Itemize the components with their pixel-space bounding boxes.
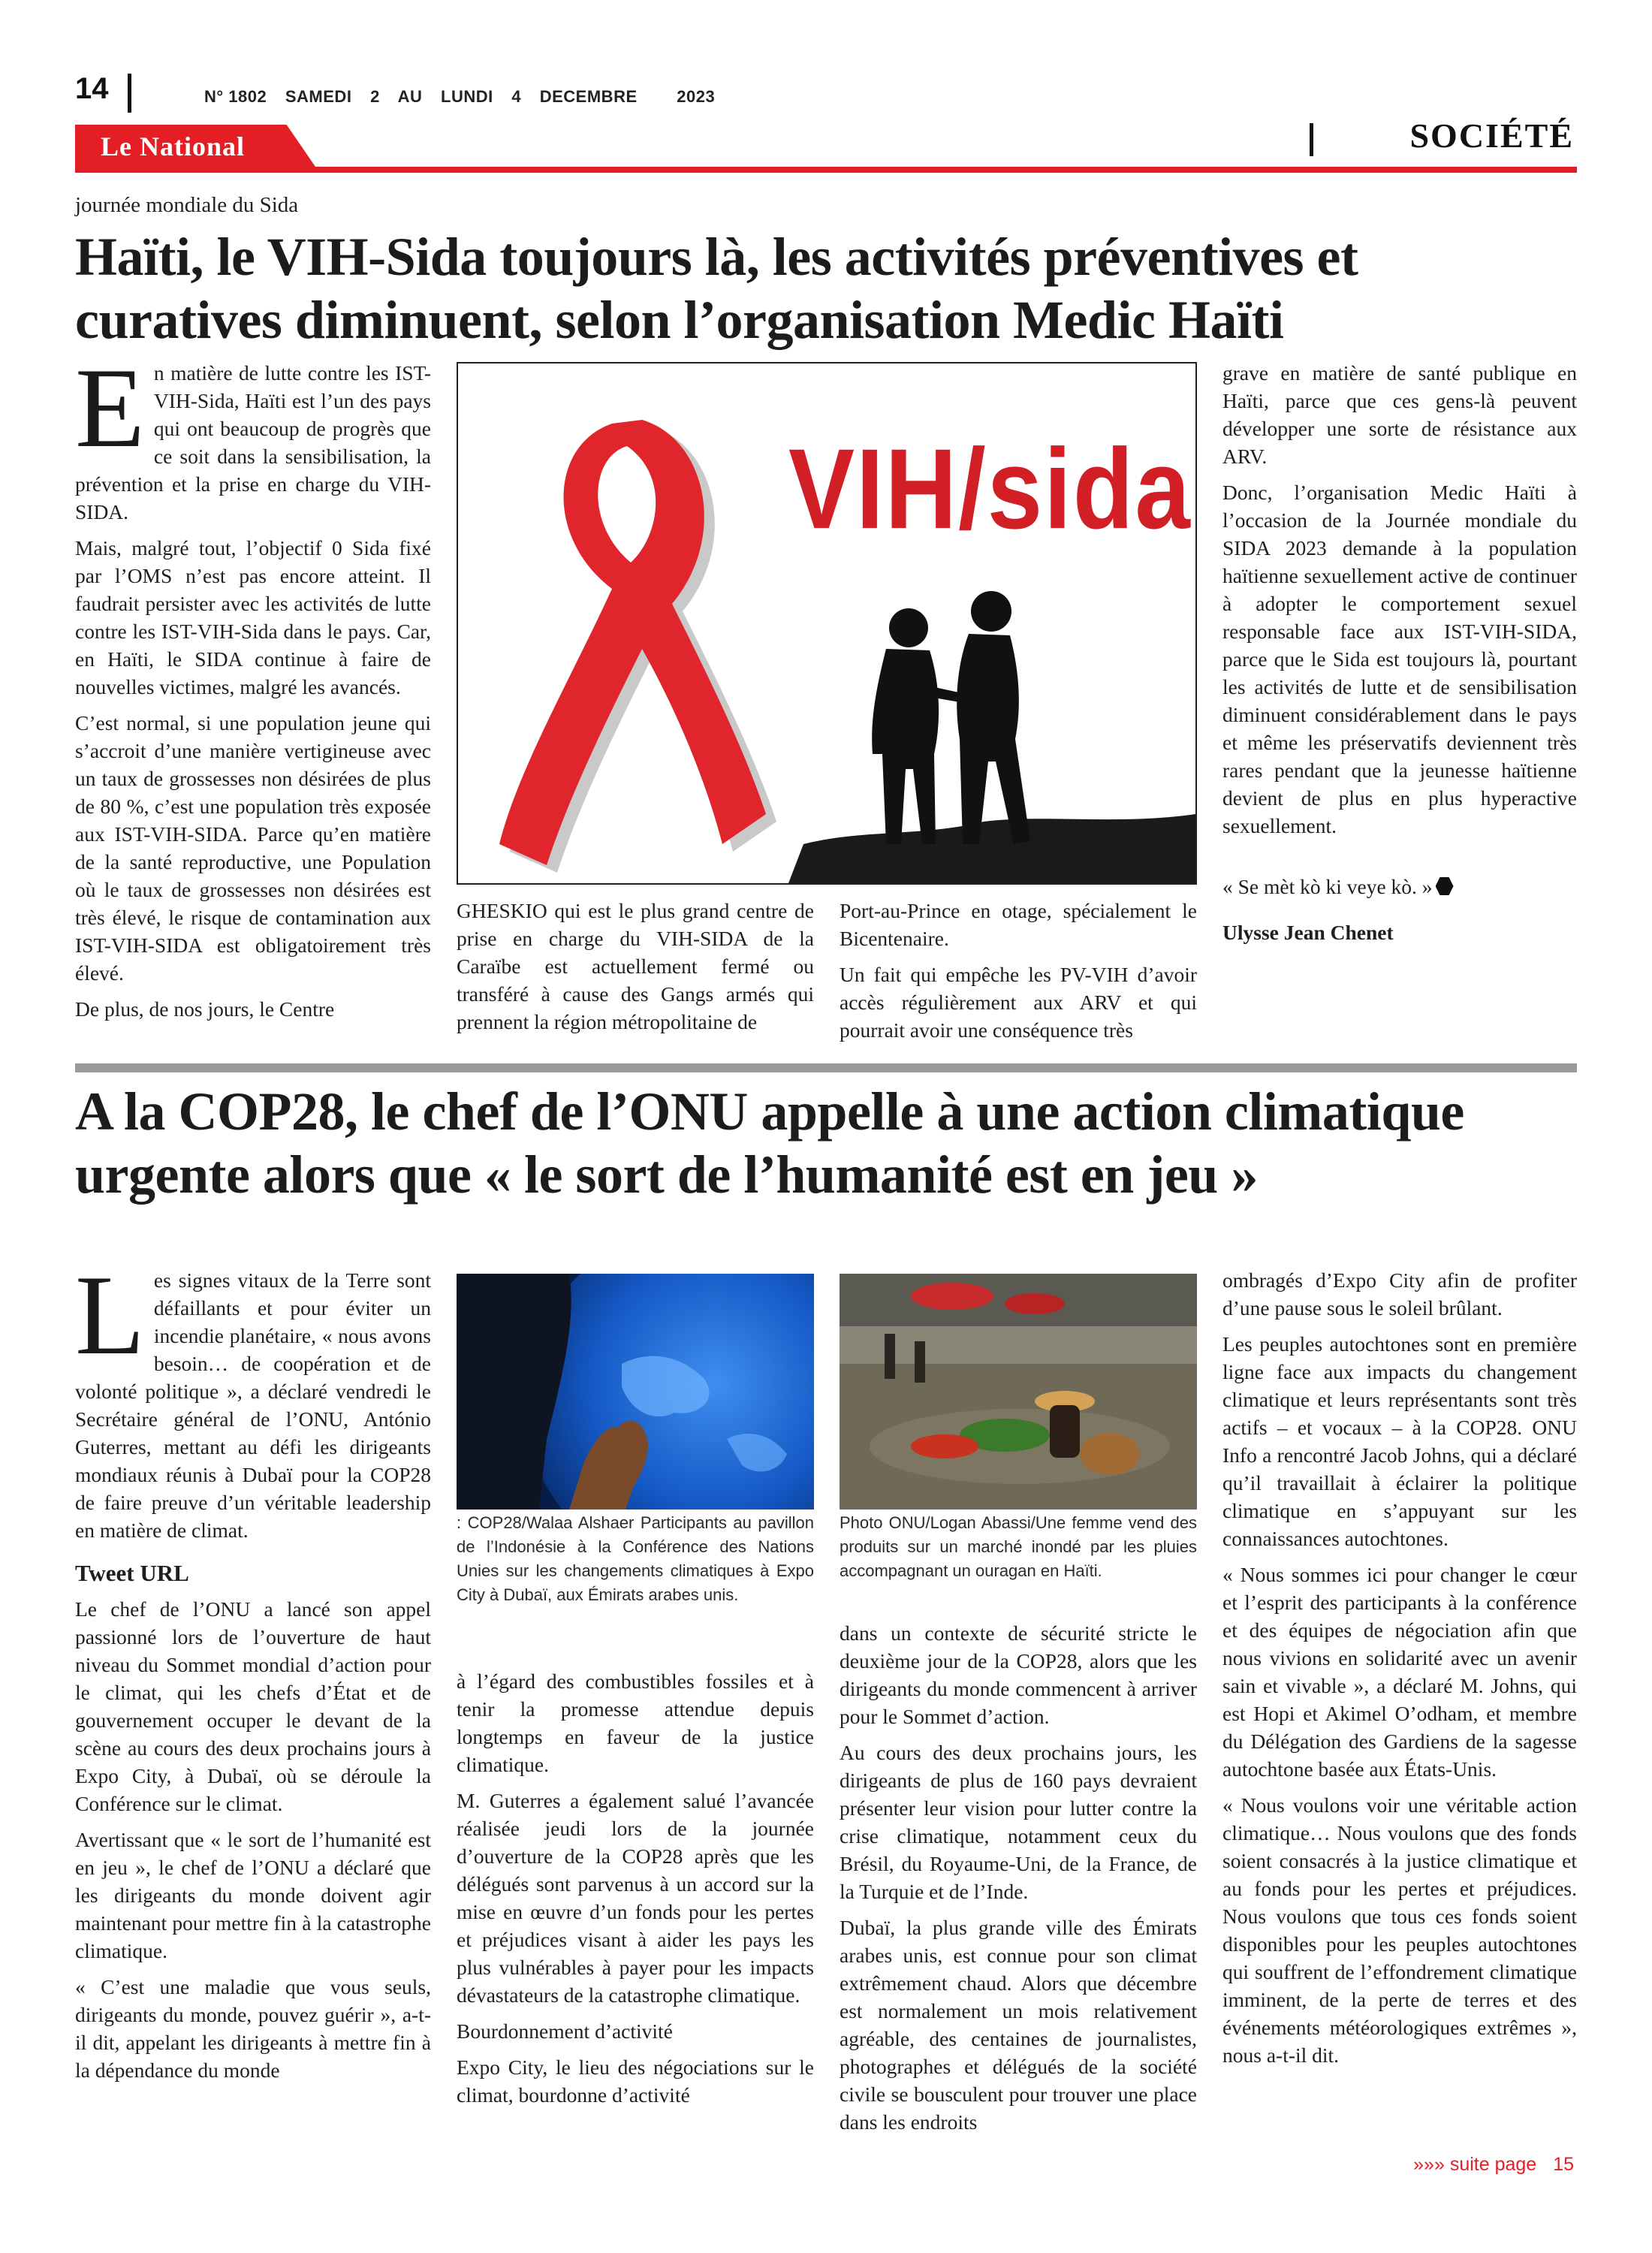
end-mark-icon: [1436, 877, 1454, 895]
article2-headline: A la COP28, le chef de l’ONU appelle à une action climatique urgente alors que « le sort de l’humanité est en jeu »: [75, 1081, 1464, 1205]
globe-photo-illustration: [457, 1274, 814, 1510]
section-title: SOCIÉTÉ: [1409, 116, 1574, 155]
article2-paragraph: Expo City, le lieu des négociations sur le climat, bourdonne d’activité: [457, 2055, 814, 2107]
vih-sida-image-title: VIH/sida: [788, 425, 1192, 553]
article2-paragraph: Au cours des deux prochains jours, les dirigeants de plus de 160 pays devraient présenter leur vision pour lutter contre la crise climatique, notamment ceux du Brésil, du Royaume-Uni, de la France, de la Turquie et de l’Inde.: [840, 1741, 1197, 1903]
article2-dropcap: L: [75, 1266, 145, 1378]
article2-paragraph: ombragés d’Expo City afin de profiter d’une pause sous le soleil brûlant.: [1222, 1268, 1577, 1320]
article2-paragraph: Le chef de l’ONU a lancé son appel passionné lors de l’ouverture de haut niveau du Sommet mondial d’action pour le climat, qui les chefs d’État et de gouvernement occuper le devant de la scène au cours des deux prochains jours à Expo City, à Dubaï, où se déroule la Conférence sur le climat.: [75, 1597, 431, 1815]
tweet-url-link[interactable]: Tweet URL: [75, 1560, 189, 1586]
day-start: SAMEDI: [285, 87, 352, 106]
article1-paragraph: De plus, de nos jours, le Centre: [75, 997, 335, 1021]
article2-paragraph-text: es signes vitaux de la Terre sont défaillants et pour éviter un incendie planétaire, « nous avons besoin… de coopération et de volonté politique », a déclaré vendredi le Secrétaire général de l’ONU, António Guterres, mettant au défi les dirigeants mondiaux réunis à Dubaï pour la COP28 de faire preuve d’un véritable leadership en matière de climat.: [75, 1268, 431, 1542]
article2-paragraph: Avertissant que « le sort de l’humanité est en jeu », le chef de l’ONU a déclaré que les dirigeants du monde doivent agir maintenant pour mettre fin à la catastrophe climatique.: [75, 1828, 431, 1962]
cop28-photo-caption: : COP28/Walaa Alshaer Participants au pavillon de l’Indonésie à la Conférence des Nations Unies sur les changements climatiques à Expo City à Dubaï, aux Émirats arabes unis.: [457, 1513, 814, 1604]
article1-paragraph: Mais, malgré tout, l’objectif 0 Sida fixé par l’OMS n’est pas encore atteint. Il faudrait persister avec les activités de lutte contre les IST-VIH-Sida dans le pays. Car, en Haïti, le SIDA continue à faire de nouvelles victimes, malgré les avancés.: [75, 536, 431, 698]
article1-quote: [1222, 873, 1577, 900]
header-rule: [75, 167, 1577, 173]
article1-paragraph: Port-au-Prince en otage, spécialement le Bicentenaire.: [840, 899, 1197, 950]
article2-paragraph: « Nous sommes ici pour changer le cœur et l’esprit des participants à la conférence et des équipes de négociation afin que nous vivions en solidarité avec un avenir sain et vivable », a déclaré M. Johns, qui est Hopi et Akimel O’odham, et membre du Délégation des Gardiens de la sagesse autochtone basée aux États-Unis.: [1222, 1563, 1577, 1781]
article2-paragraph: Dubaï, la plus grande ville des Émirats arabes unis, est connue pour son climat extrêmement chaud. Alors que décembre est normalement un mois relativement agréable, des centaines de journalistes, photographes et délégués de la société civile se bousculent pour trouver une place dans les endroits: [840, 1916, 1197, 2134]
market-photo-caption: Photo ONU/Logan Abassi/Une femme vend des produits sur un marché inondé par les pluies accompagnant un ouragan en Haïti.: [840, 1513, 1197, 1580]
article1-paragraph: grave en matière de santé publique en Haïti, parce que ces gens-là peuvent développer une sorte de résistance aux ARV.: [1222, 361, 1577, 468]
article2-paragraph: M. Guterres a également salué l’avancée réalisée jeudi lors de la journée d’ouverture de la COP28 après que les délégués sont parvenus à un accord sur la mise en œuvre d’un fonds pour les pertes et préjudices visant à aider les pays les plus vulnérables à payer pour les impacts dévastateurs de la catastrophe climatique.: [457, 1789, 814, 2007]
article1-dropcap: E: [75, 359, 145, 471]
article-divider: [75, 1063, 1577, 1072]
article1-paragraph: GHESKIO qui est le plus grand centre de prise en charge du VIH-SIDA de la Caraïbe est actuellement fermé ou transféré à cause des Gangs armés qui prennent la région métropolitaine de: [457, 899, 814, 1033]
article1-paragraph: Donc, l’organisation Medic Haïti à l’occasion de la Journée mondiale du SIDA 2023 demande à la population haïtienne sexuellement active de continuer à adopter le comportement sexuel responsable face aux IST-VIH-SIDA, parce que le Sida est toujours là, pourtant les activités de lutte et de sensibilisation diminuent considérablement dans le pays et même les préservatifs deviennent très rares pendant que la jeunesse haïtienne devient de plus en plus hyperactive sexuellement.: [1222, 481, 1577, 837]
year: 2023: [677, 87, 716, 106]
article1-headline: Haïti, le VIH-Sida toujours là, les activités préventives et curatives diminuent, selon l’organisation Medic Haïti: [75, 227, 1358, 350]
article2-paragraph: à l’égard des combustibles fossiles et à tenir la promesse attendue depuis longtemps en faveur de la justice climatique.: [457, 1669, 814, 1776]
date-end: 4: [511, 87, 522, 106]
article1-paragraph: [75, 359, 431, 526]
page-number-divider: [128, 74, 131, 113]
article2-column-1: [75, 1266, 431, 2152]
article2-paragraph: Les peuples autochtones sont en première ligne face aux impacts du changement climatique et leurs représentants sont très actifs – et vocaux – à la COP28. ONU Info a rencontré Jacob Johns, qui a déclaré qu’il travaillait à éclairer la politique climatique en s’appuyant sur les connaissances autochtones.: [1222, 1332, 1577, 1550]
continued-label: »»» suite page: [1413, 2154, 1537, 2175]
date-au: AU: [397, 87, 423, 106]
day-end: LUNDI: [441, 87, 493, 106]
market-photo-illustration: [840, 1274, 1197, 1510]
article1-column-3: [840, 897, 1197, 1054]
article2-paragraph: « Nous voulons voir une véritable action climatique… Nous voulons que des fonds soient consacrés à la justice climatique et au fonds pour les pertes et préjudices. Nous voulons que tous ces fonds soient disponibles pour les peuples autochtones qui souffrent de l’effondrement climatique imminent, de la perte de terres et des événements météorologiques extrêmes », nous a-t-il dit.: [1222, 1793, 1577, 2067]
article2-paragraph: [75, 1266, 431, 1544]
page-number: 14: [75, 72, 109, 105]
article1-kicker: journée mondiale du Sida: [75, 193, 299, 217]
month: DECEMBRE: [539, 87, 638, 106]
cop28-globe-photo: [457, 1274, 814, 1510]
article2-column-4: [1222, 1266, 1577, 2152]
article1-paragraph: Un fait qui empêche les PV-VIH d’avoir accès régulièrement aux ARV et qui pourrait avoir une conséquence très: [840, 963, 1197, 1042]
vih-sida-image: [457, 362, 1197, 885]
section-divider: [1310, 123, 1313, 156]
article1-column-2: [457, 897, 814, 1054]
article1-paragraph: C’est normal, si une population jeune qui s’accroit d’une manière vertigineuse avec un taux de grossesses non désirées de plus de 80 %, c’est une population très exposée aux IST-VIH-SIDA. Parce qu’en matière de la santé reproductive, une Population où le taux de grossesses non désirées est très élevé, le risque de contamination aux IST-VIH-SIDA est obligatoirement très élevé.: [75, 711, 431, 985]
continued-link[interactable]: [1413, 2154, 1574, 2176]
article2-column-2: [457, 1667, 814, 2152]
continued-page-number: 15: [1553, 2154, 1574, 2175]
article2-subhead: Bourdonnement d’activité: [457, 2019, 673, 2043]
issue-dateline: [204, 87, 728, 107]
article2-paragraph: dans un contexte de sécurité stricte le deuxième jour de la COP28, alors que les dirigeants du monde commencent à arriver pour le Sommet d’action.: [840, 1621, 1197, 1728]
date-start: 2: [370, 87, 380, 106]
article1-paragraph-text: n matière de lutte contre les IST-VIH-Sida, Haïti est l’un des pays qui ont beaucoup de progrès que ce soit dans la sensibilisation, la prévention et la prise en charge du VIH-SIDA.: [75, 361, 431, 523]
article1-column-4: [1222, 359, 1577, 1065]
flooded-market-photo: [840, 1274, 1197, 1510]
article1-author: Ulysse Jean Chenet: [1222, 921, 1394, 944]
article1-quote-text: « Se mèt kò ki veye kò. »: [1222, 875, 1433, 898]
article2-column-3: [840, 1619, 1197, 2152]
article2-paragraph: « C’est une maladie que vous seuls, dirigeants du monde, pouvez guérir », a-t-il dit, appelant les dirigeants à mettre fin à la dépendance du monde: [75, 1975, 431, 2082]
issue-number: N° 1802: [204, 87, 267, 106]
article1-column-1: [75, 359, 431, 1059]
brand-logo: Le National: [101, 131, 246, 161]
